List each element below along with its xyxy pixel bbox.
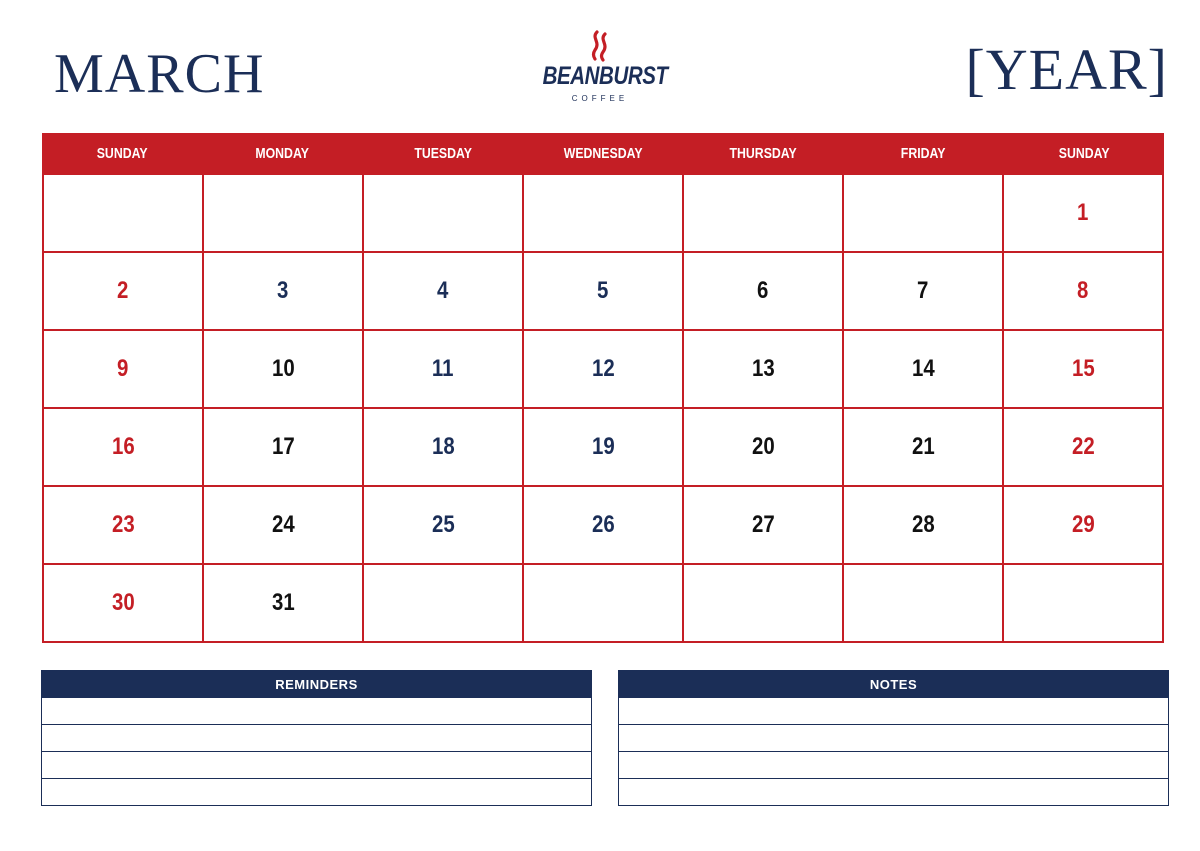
- day-cell[interactable]: [844, 329, 1004, 407]
- weekday-label: THURSDAY: [729, 144, 797, 162]
- day-cell[interactable]: [204, 329, 364, 407]
- day-number: 17: [271, 433, 295, 460]
- weekday-label: FRIDAY: [901, 144, 946, 162]
- day-cell[interactable]: [204, 485, 364, 563]
- day-cell[interactable]: [44, 563, 204, 641]
- day-cell[interactable]: [1004, 251, 1164, 329]
- day-number: 29: [1071, 511, 1095, 538]
- day-number: 21: [911, 433, 935, 460]
- day-cell[interactable]: [364, 329, 524, 407]
- day-number: 28: [911, 511, 935, 538]
- day-number: 10: [271, 355, 295, 382]
- day-cell[interactable]: [44, 485, 204, 563]
- day-number: 26: [591, 511, 615, 538]
- day-cell[interactable]: [204, 251, 364, 329]
- day-cell[interactable]: [364, 173, 524, 251]
- notes-lines: [618, 698, 1169, 806]
- day-cell[interactable]: [684, 173, 844, 251]
- day-number: 15: [1071, 355, 1095, 382]
- day-number: 27: [751, 511, 775, 538]
- weekday-label: SUNDAY: [96, 144, 148, 162]
- day-cell[interactable]: [844, 173, 1004, 251]
- month-title: MARCH: [54, 43, 265, 105]
- day-cell[interactable]: [44, 173, 204, 251]
- day-cell[interactable]: [44, 407, 204, 485]
- day-cell[interactable]: [1004, 329, 1164, 407]
- year-title: [YEAR]: [965, 37, 1168, 102]
- day-cell[interactable]: [1004, 563, 1164, 641]
- notes-panel: [618, 670, 1169, 806]
- calendar-grid: [42, 133, 1164, 643]
- day-number: 20: [751, 433, 775, 460]
- day-number: 11: [432, 355, 454, 382]
- day-number: 9: [117, 355, 129, 382]
- day-number: 13: [751, 355, 775, 382]
- note-line[interactable]: [619, 698, 1168, 724]
- reminder-line[interactable]: [42, 778, 591, 805]
- day-cell[interactable]: [844, 563, 1004, 641]
- note-line[interactable]: [619, 724, 1168, 751]
- day-number: 7: [917, 277, 929, 304]
- brand-name: BEANBURST: [542, 62, 668, 90]
- day-cell[interactable]: [844, 407, 1004, 485]
- day-cell[interactable]: [684, 563, 844, 641]
- day-number: 12: [591, 355, 615, 382]
- note-line[interactable]: [619, 778, 1168, 805]
- day-number: 24: [271, 511, 295, 538]
- day-cell[interactable]: [684, 485, 844, 563]
- day-cell[interactable]: [844, 485, 1004, 563]
- weekday-label: MONDAY: [255, 144, 310, 162]
- day-cell[interactable]: [524, 407, 684, 485]
- day-number: 14: [911, 355, 935, 382]
- day-cell[interactable]: [684, 329, 844, 407]
- day-cell[interactable]: [364, 563, 524, 641]
- reminders-title: REMINDERS: [41, 670, 592, 698]
- reminder-line[interactable]: [42, 751, 591, 778]
- day-cell[interactable]: [204, 407, 364, 485]
- day-cell[interactable]: [1004, 407, 1164, 485]
- day-number: 6: [757, 277, 769, 304]
- day-number: 1: [1077, 199, 1089, 226]
- day-number: 3: [277, 277, 289, 304]
- day-cell[interactable]: [684, 251, 844, 329]
- weekday-label: WEDNESDAY: [563, 144, 643, 162]
- day-cell[interactable]: [44, 329, 204, 407]
- notes-title: NOTES: [618, 670, 1169, 698]
- note-line[interactable]: [619, 751, 1168, 778]
- reminders-panel: [41, 670, 592, 806]
- day-cell[interactable]: [204, 563, 364, 641]
- day-cell[interactable]: [524, 329, 684, 407]
- day-number: 2: [117, 277, 129, 304]
- day-cell[interactable]: [44, 251, 204, 329]
- day-cell[interactable]: [844, 251, 1004, 329]
- day-number: 30: [111, 589, 135, 616]
- day-cell[interactable]: [364, 485, 524, 563]
- day-number: 23: [111, 511, 135, 538]
- day-number: 4: [437, 277, 449, 304]
- day-cell[interactable]: [1004, 485, 1164, 563]
- calendar-days: [42, 173, 1164, 643]
- day-number: 8: [1077, 277, 1089, 304]
- day-number: 19: [591, 433, 615, 460]
- brand-logo: [530, 30, 670, 112]
- day-cell[interactable]: [524, 173, 684, 251]
- weekday-label: SUNDAY: [1058, 144, 1110, 162]
- day-cell[interactable]: [684, 407, 844, 485]
- day-cell[interactable]: [364, 407, 524, 485]
- weekday-label: TUESDAY: [413, 144, 472, 162]
- day-cell[interactable]: [524, 485, 684, 563]
- day-number: 25: [431, 511, 455, 538]
- day-cell[interactable]: [364, 251, 524, 329]
- day-number: 5: [597, 277, 609, 304]
- day-cell[interactable]: [524, 563, 684, 641]
- reminder-line[interactable]: [42, 698, 591, 724]
- reminders-lines: [41, 698, 592, 806]
- day-cell[interactable]: [524, 251, 684, 329]
- day-cell[interactable]: [204, 173, 364, 251]
- steam-icon: [589, 30, 611, 62]
- day-cell[interactable]: [1004, 173, 1164, 251]
- day-number: 31: [271, 589, 295, 616]
- weekday-header: [42, 133, 1164, 173]
- day-number: 22: [1071, 433, 1095, 460]
- reminder-line[interactable]: [42, 724, 591, 751]
- day-number: 18: [431, 433, 455, 460]
- brand-subtitle: COFFEE: [571, 94, 629, 103]
- day-number: 16: [111, 433, 135, 460]
